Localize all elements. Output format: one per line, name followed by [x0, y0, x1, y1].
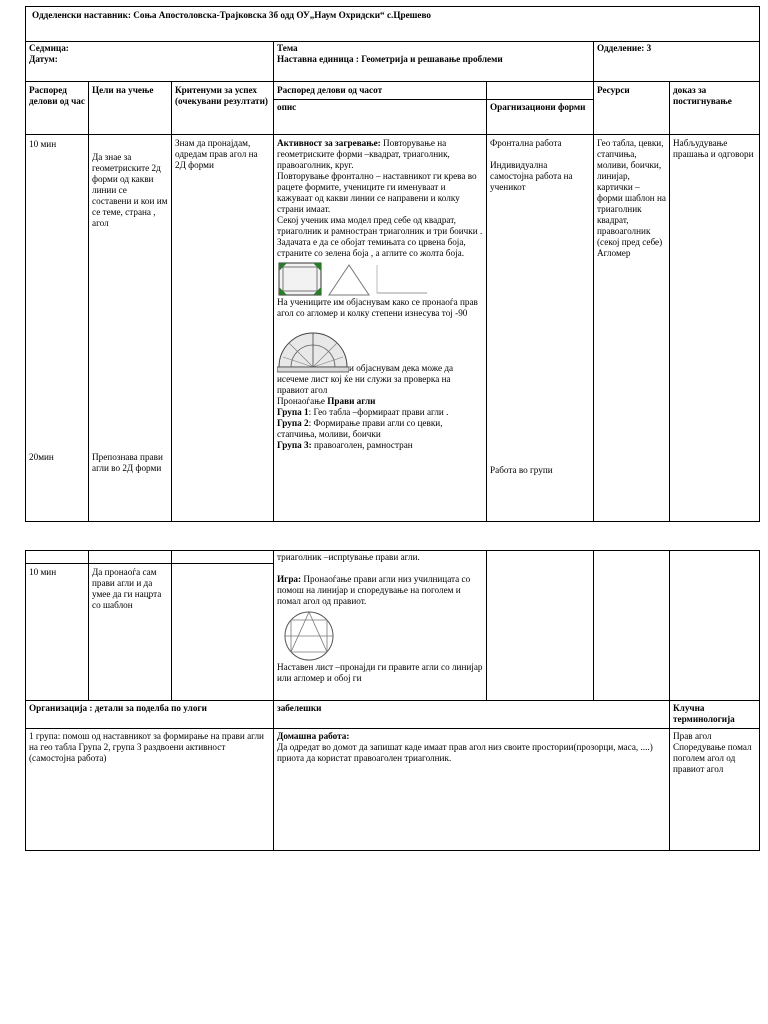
col-resources: Ресурси: [594, 82, 670, 135]
cont-description: [274, 551, 487, 701]
homework-cell: [274, 729, 670, 850]
col-description: опис: [274, 100, 487, 135]
warmup-paragraph: [277, 138, 483, 171]
col-org-forms: Орагнизациони форми: [487, 100, 594, 135]
cont-time: 10 мин: [26, 564, 89, 701]
cont-resources: [594, 551, 670, 701]
group1-text: : Гео табла –формираат прави агли .: [308, 407, 449, 417]
warmup-label: Активност за загревање:: [277, 138, 381, 148]
teacher-line: Одделенски наставник: Сoња Апостоловска-Трајковска 3б одд ОУ„Наум Охридски“ с.Црешево: [26, 7, 759, 42]
cont-time-blank: [26, 551, 89, 564]
grade-label: Одделение: 3: [594, 42, 759, 82]
time-20min: 20мин: [29, 452, 54, 462]
resources-cell: Гео табла, цевки, стапчиња, моливи, боички, линијар, картички – форми шаблон на триаголник квадрат, правоаголник (секој пред себе) Агломер: [594, 135, 670, 521]
find-angles-paragraph: [277, 396, 483, 407]
col-criteria: Критенуми за успех (очекувани резултати): [172, 82, 274, 135]
time-cell: [26, 135, 89, 521]
game-text: Пронаоѓање прави агли низ училницата со помош на линијар и споредување на поголем и помал агол од правиот.: [277, 574, 471, 606]
cont-goal: Да пронаоѓа сам прави агли и да умее да ги нацрта со шаблон: [89, 564, 172, 701]
group3-text: правоаголен, рамностран: [311, 440, 413, 450]
game-paragraph: [277, 574, 483, 607]
terminology-title: Клучна терминологија: [670, 701, 759, 729]
circle-angles-drawing: [277, 610, 341, 662]
protractor-explain: и објаснувам дека може да исечеме лист кој ќе ни служи за проверка на правиот агол: [277, 363, 454, 395]
group1-paragraph: [277, 407, 483, 418]
group3-paragraph: [277, 440, 483, 451]
find-label: Пронаоѓање: [277, 396, 328, 406]
goal-cell: [89, 135, 172, 521]
date-label: Датум:: [29, 54, 58, 64]
group2-label: Група 2: [277, 418, 309, 428]
cont-criteria: [172, 564, 274, 701]
game-label: Игра:: [277, 574, 302, 584]
right-angles-label: Прави агли: [327, 396, 376, 406]
evidence-cell: Набљудување прашања и одговори: [673, 138, 754, 159]
col-evidence: доказ за постигнување: [670, 82, 759, 135]
terminology-text: Прав агол Споредување помал поголем агол од правиот агол: [673, 731, 752, 774]
goal2-text: Препознава прави агли во 2Д форми: [92, 452, 163, 473]
notes-title: забелешки: [274, 701, 670, 729]
protractor-row: [277, 321, 483, 375]
cont-text: триаголник –испрtување прави агли.: [277, 552, 420, 562]
protractor-icon: [277, 321, 349, 373]
week-label: Седмица:: [29, 43, 69, 53]
model-paragraph: Секој ученик има модел пред себе од квадрат, триаголник и рамностран триаголник и три боички . Задачата е да се обојат темињата со црвена боја, страните со зелена боја , а аглите со жолта боја.: [277, 215, 483, 258]
col-lesson-parts: Распоред делови од часот: [274, 82, 487, 100]
cont-evidence: [670, 551, 759, 701]
org-details-title: Организација : детали за поделба по улоги: [26, 701, 274, 729]
topic-label: Тема: [277, 43, 298, 53]
week-date-cell: [26, 42, 274, 82]
org-individual: Индивидуална самостојна работа на ученикот: [490, 160, 573, 192]
col-goals: Цели на учење: [89, 82, 172, 135]
cont-goal-blank: [89, 551, 172, 564]
shapes-drawing: [277, 261, 437, 297]
criteria-cell: Знам да пронајдам, одредам прав агол на 2Д форми: [172, 135, 274, 521]
protractor-paragraph: На учениците им објаснувам како се пронаоѓа прав агол со агломер и колку степени изнесува тој -90: [277, 297, 478, 318]
homework-label: Домашна работа:: [277, 731, 350, 741]
lesson-plan-table-continued: [25, 550, 760, 851]
shapes-image: [277, 261, 483, 297]
lesson-plan-table: [25, 6, 760, 522]
col-lesson-parts-blank: [487, 82, 594, 100]
worksheet-paragraph: Наставен лист –пронајди ги правите агли со линијар или агломер и обој ги: [277, 662, 483, 683]
unit-label: Наставна единица : Геометрија и решавање проблеми: [277, 54, 503, 64]
group1-label: Група 1: [277, 407, 309, 417]
org-details-text: 1 група: помош од наставникот за формирање на прави агли на гео табла Група 2, група 3 раздвоени активност (самостојна работа): [26, 729, 274, 850]
org-forms-cell: [487, 135, 594, 521]
description-cell: [274, 135, 487, 521]
col-schedule: Распоред делови од час: [26, 82, 89, 135]
goal-text: Да знае за геометриските 2д форми од какви линии се составени и кои им се теме, страна , агол: [92, 152, 168, 228]
group2-text: : Формирање прави агли со цевки, стапчиња, моливи, боички: [277, 418, 443, 439]
org-groups: Работа во групи: [490, 465, 553, 475]
group2-paragraph: [277, 418, 483, 440]
time-10min: 10 мин: [29, 139, 57, 149]
org-frontal: Фронтална работа: [490, 138, 562, 148]
warmup-text: Повторување на геометриските форми –квадрат, триаголник, правоаголник, круг.: [277, 138, 450, 170]
frontal-paragraph: Повторување фронтално – наставникот ги крева во рацете формите, учениците ги именуваат и кажуваат од какви линии се направени и колку страни имаат.: [277, 171, 477, 214]
cont-criteria-blank: [172, 551, 274, 564]
cont-org: [487, 551, 594, 701]
group3-label: Група 3:: [277, 440, 312, 450]
topic-cell: [274, 42, 594, 82]
homework-text: Да одредат во домот да запишат каде имаат прав агол низ своите простории(прозорци, маса, ....) приота да користат правоаголен триаголник.: [277, 742, 653, 763]
